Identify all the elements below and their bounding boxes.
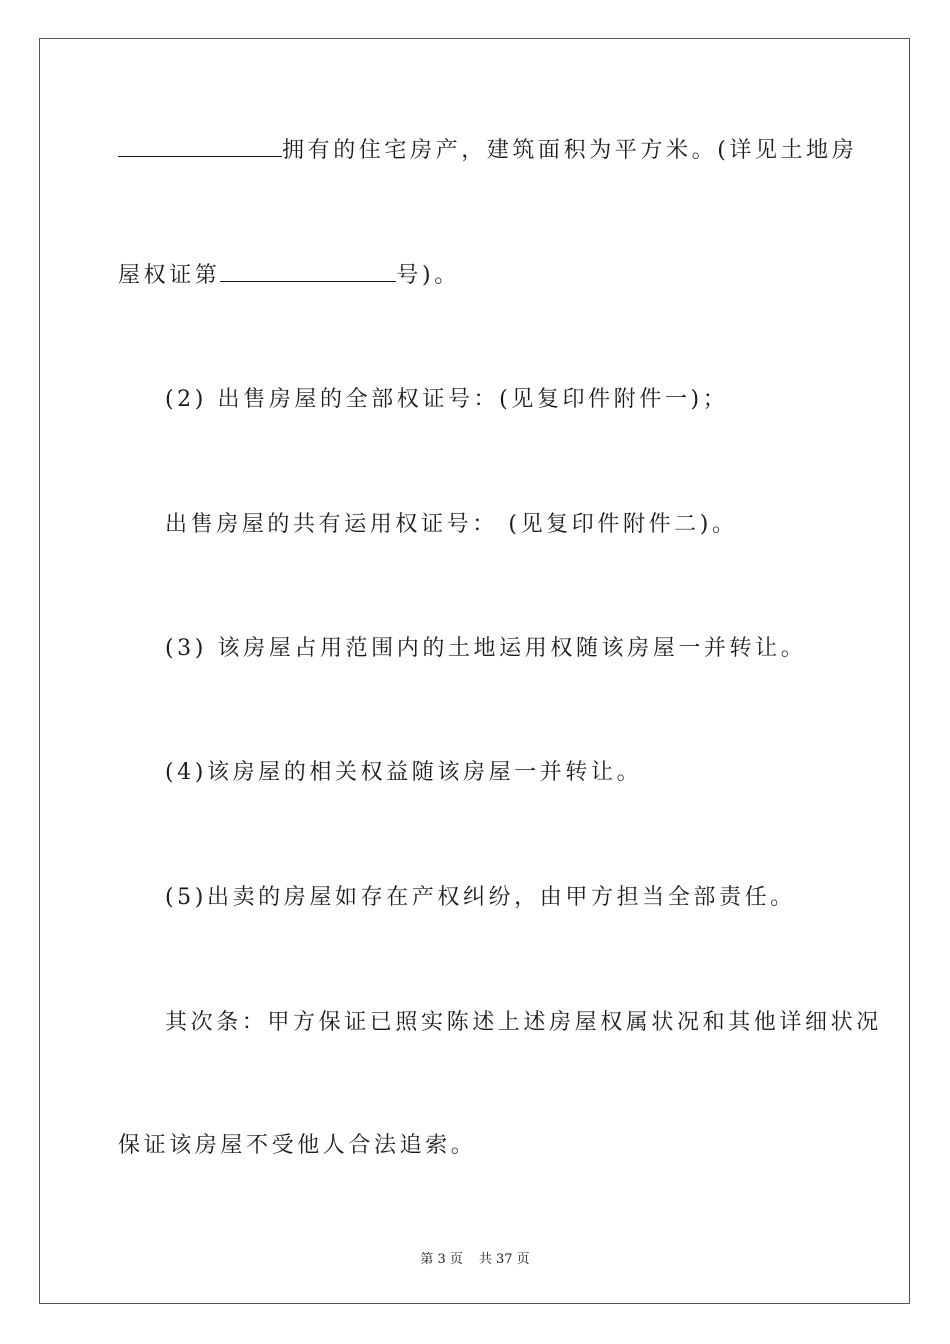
paragraph-line-9: 保证该房屋不受他人合法追索。 — [118, 1133, 477, 1158]
paragraph-line-3: (2) 出售房屋的全部权证号：(见复印件附件一)； — [165, 387, 729, 412]
page-frame — [39, 38, 910, 1304]
page-footer — [0, 1248, 950, 1267]
line-text: 号)。 — [396, 263, 460, 288]
paragraph-line-5: (3) 该房屋占用范围内的土地运用权随该房屋一并转让。 — [165, 636, 807, 661]
paragraph-line-1 — [118, 136, 857, 166]
fill-in-blank — [220, 261, 396, 282]
paragraph-line-7: (5)出卖的房屋如存在产权纠纷，由甲方担当全部责任。 — [165, 885, 796, 910]
page-number: 第 3 页 — [420, 1252, 463, 1267]
paragraph-line-8: 其次条：甲方保证已照实陈述上述房屋权属状况和其他详细状况 — [165, 1010, 882, 1035]
paragraph-line-6: (4)该房屋的相关权益随该房屋一并转让。 — [165, 760, 643, 785]
total-pages: 共 37 页 — [478, 1252, 530, 1267]
fill-in-blank — [118, 136, 282, 157]
paragraph-line-4: 出售房屋的共有运用权证号： (见复印件附件二)。 — [165, 512, 738, 537]
line-text: 屋权证第 — [118, 263, 221, 288]
line-text: 拥有的住宅房产，建筑面积为平方米。(详见土地房 — [282, 138, 858, 163]
paragraph-line-2 — [118, 261, 460, 291]
